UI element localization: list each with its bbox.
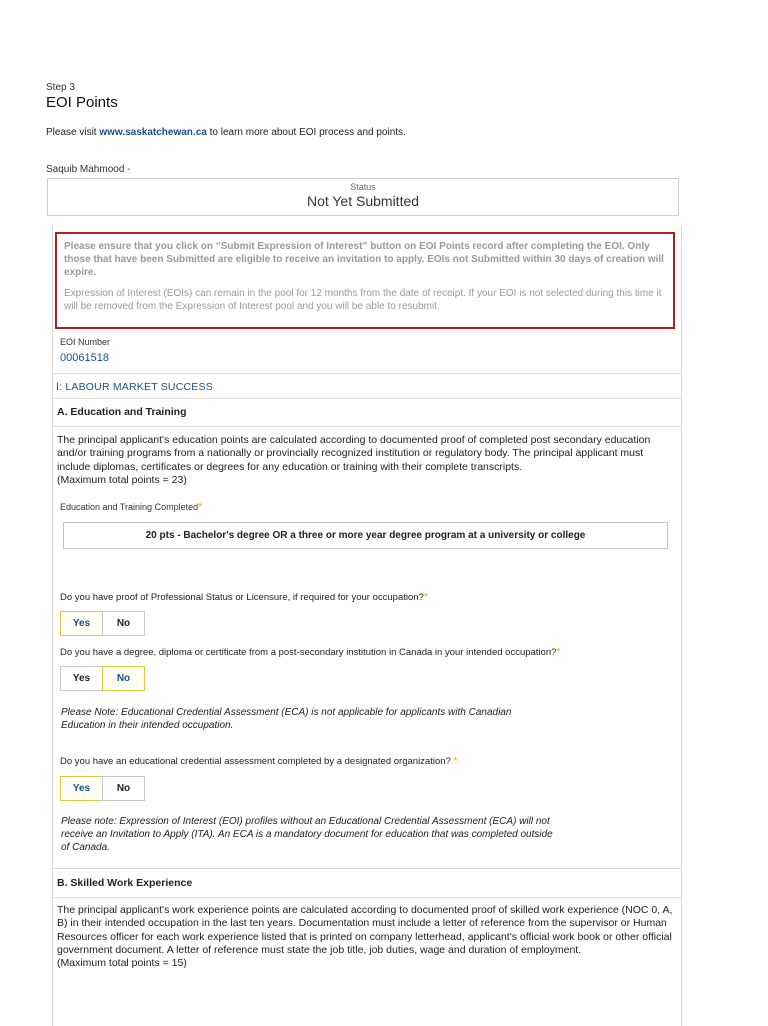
work-experience-heading: B. Skilled Work Experience — [57, 877, 193, 889]
divider — [52, 426, 682, 427]
divider — [52, 897, 682, 898]
status-box — [47, 178, 679, 216]
note-line: receive an Invitation to Apply (ITA). An ECA is a mandatory document for education that was completed outside — [61, 829, 553, 840]
visit-prefix: Please visit — [46, 127, 100, 138]
education-field-label — [60, 502, 202, 513]
alert-strong-text: Please ensure that you click on “Submit Expression of Interest” button on EOI Points record after completing the EOI. Only those that have been Submitted are eligible to receive an invitation to apply. EOIs not Submitted within 30 days of creation will expire. — [64, 241, 664, 278]
education-paragraph — [57, 434, 675, 487]
eca-mandatory-note — [61, 815, 553, 854]
question-text: Do you have an educational credential assessment completed by a designated organization? — [60, 756, 454, 767]
step-indicator: Step 3 — [46, 82, 75, 93]
saskatchewan-link[interactable]: www.saskatchewan.ca — [99, 127, 207, 138]
divider — [52, 398, 682, 399]
yes-button[interactable]: Yes — [60, 611, 103, 636]
question-eca — [60, 756, 457, 767]
status-value: Not Yet Submitted — [306, 193, 420, 209]
work-description: The principal applicant's work experience points are calculated according to documented proof of skilled work experience (NOC 0, A, B) in their intended occupation in the last ten years. Documentation must include a letter of reference from the supervisor or Human Resources officer for each work experience listed that is printed on company letterhead, applicant's official work book or other official government document. A letter of reference must state the job title, job duties, wage and duration of employment. — [57, 904, 673, 956]
eca-toggle — [60, 776, 145, 801]
work-experience-paragraph — [57, 904, 675, 970]
note-line: Please note: Expression of Interest (EOI) profiles without an Educational Credential Assessment (ECA) will not — [61, 816, 550, 827]
professional-status-toggle — [60, 611, 145, 636]
no-button[interactable]: No — [102, 611, 145, 636]
question-text: Do you have proof of Professional Status or Licensure, if required for your occupation? — [60, 592, 424, 603]
note-line: Education in their intended occupation. — [61, 720, 234, 731]
divider — [52, 868, 682, 869]
no-button[interactable]: No — [102, 666, 145, 691]
question-professional-status — [60, 592, 428, 603]
required-marker: * — [423, 592, 428, 603]
eoi-number-value[interactable]: 00061518 — [60, 352, 109, 364]
required-marker: * — [556, 647, 561, 658]
canadian-degree-toggle — [60, 666, 145, 691]
question-canadian-degree — [60, 647, 560, 658]
education-select[interactable]: 20 pts - Bachelor's degree OR a three or more year degree program at a university or college — [63, 522, 668, 549]
education-description: The principal applicant's education points are calculated according to documented proof of completed post secondary education and/or training programs from a nationally or provincially recognized institution or regulatory body. The principal applicant must include diplomas, certificates or degrees for any education or training with their complete transcripts. — [57, 434, 651, 473]
alert-box — [55, 232, 675, 329]
required-marker: * — [198, 502, 202, 513]
question-text: Do you have a degree, diploma or certificate from a post-secondary institution in Canada in your intended occupation? — [60, 647, 557, 658]
education-heading: A. Education and Training — [57, 406, 187, 418]
education-max-points: (Maximum total points = 23) — [57, 473, 187, 486]
visit-suffix: to learn more about EOI process and points. — [206, 127, 406, 138]
eoi-number-label: EOI Number — [60, 337, 111, 347]
page-title: EOI Points — [46, 94, 118, 111]
divider — [52, 373, 682, 374]
yes-button[interactable]: Yes — [60, 666, 103, 691]
no-button[interactable]: No — [102, 776, 145, 801]
note-line: Please Note: Educational Credential Assessment (ECA) is not applicable for applicants with Canadian — [61, 707, 512, 718]
note-line: of Canada. — [61, 842, 110, 853]
status-label: Status — [350, 182, 376, 192]
required-marker: * — [453, 756, 458, 767]
applicant-name: Saquib Mahmood - — [46, 164, 131, 175]
alert-normal-text: Expression of Interest (EOIs) can remain in the pool for 12 months from the date of receipt. If your EOI is not selected during this time it will be removed from the Expression of Interest pool and you will be able to resubmit. — [64, 288, 662, 312]
eca-note — [61, 706, 511, 732]
section-labour-market-success: I: LABOUR MARKET SUCCESS — [56, 381, 213, 393]
yes-button[interactable]: Yes — [60, 776, 103, 801]
education-field-label-text: Education and Training Completed — [60, 502, 199, 512]
work-max-points: (Maximum total points = 15) — [57, 957, 187, 970]
visit-text — [46, 127, 406, 138]
